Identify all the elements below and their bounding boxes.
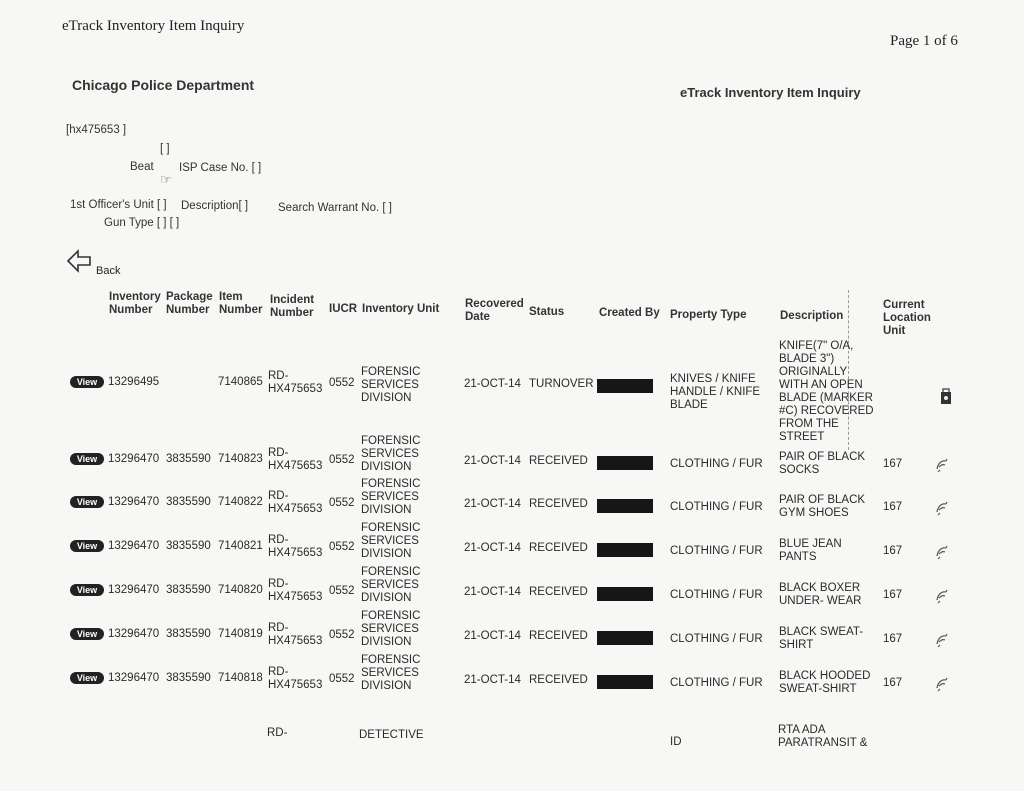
back-link[interactable]: Back bbox=[96, 265, 121, 277]
property-type: CLOTHING / FUR bbox=[670, 633, 763, 645]
app-title: eTrack Inventory Item Inquiry bbox=[680, 85, 861, 100]
view-button[interactable]: View bbox=[70, 496, 104, 508]
iucr-code: 0552 bbox=[329, 673, 355, 685]
partial-property: ID bbox=[670, 736, 682, 748]
gun-type-label: Gun Type [ ] [ ] bbox=[104, 217, 180, 229]
col-created-by: Created By bbox=[599, 307, 660, 319]
redacted-created-by bbox=[597, 587, 653, 601]
iucr-code: 0552 bbox=[329, 454, 355, 466]
recovered-date: 21-OCT-14 bbox=[464, 455, 521, 467]
recovered-date: 21-OCT-14 bbox=[464, 630, 521, 642]
status: RECEIVED bbox=[529, 630, 588, 642]
incident-number: RD- HX475653 bbox=[268, 490, 323, 515]
location-marker-icon[interactable] bbox=[934, 676, 950, 692]
document-title: eTrack Inventory Item Inquiry bbox=[62, 18, 245, 34]
redacted-created-by bbox=[597, 456, 653, 470]
recovered-date: 21-OCT-14 bbox=[464, 674, 521, 686]
current-location-unit: 167 bbox=[883, 501, 903, 513]
inventory-number: 13296470 bbox=[108, 628, 160, 640]
col-property-type: Property Type bbox=[670, 309, 747, 321]
beat-value: [ ] bbox=[160, 143, 170, 155]
item-number: 7140822 bbox=[218, 496, 263, 508]
redacted-created-by bbox=[597, 631, 653, 645]
item-number: 7140819 bbox=[218, 628, 263, 640]
back-arrow-icon[interactable] bbox=[66, 248, 94, 274]
current-location-unit: 167 bbox=[883, 677, 903, 689]
status: TURNOVER bbox=[529, 378, 594, 390]
package-number: 3835590 bbox=[166, 672, 211, 684]
view-button[interactable]: View bbox=[70, 628, 104, 640]
col-inventory-number: Inventory Number bbox=[109, 291, 161, 316]
incident-number: RD- HX475653 bbox=[268, 578, 323, 603]
location-marker-icon[interactable] bbox=[934, 544, 950, 560]
status: RECEIVED bbox=[529, 542, 588, 554]
incident-number: RD- HX475653 bbox=[268, 622, 323, 647]
location-marker-icon[interactable] bbox=[934, 457, 950, 473]
search-query: [hx475653 ] bbox=[66, 124, 127, 136]
col-iucr: IUCR bbox=[329, 303, 358, 315]
package-number: 3835590 bbox=[166, 496, 211, 508]
item-description: PAIR OF BLACK GYM SHOES bbox=[779, 494, 866, 519]
view-button[interactable]: View bbox=[70, 453, 104, 465]
view-button[interactable]: View bbox=[70, 672, 104, 684]
property-type: CLOTHING / FUR bbox=[670, 458, 763, 470]
item-number: 7140823 bbox=[218, 453, 263, 465]
inventory-unit: FORENSIC SERVICES DIVISION bbox=[361, 435, 421, 473]
inventory-number: 13296470 bbox=[108, 584, 160, 596]
location-marker-icon[interactable] bbox=[934, 588, 950, 604]
item-number: 7140820 bbox=[218, 584, 263, 596]
incident-number: RD- HX475653 bbox=[268, 370, 323, 395]
status: RECEIVED bbox=[529, 498, 588, 510]
evidence-bag-icon[interactable] bbox=[938, 388, 954, 404]
redacted-created-by bbox=[597, 379, 653, 393]
property-type: CLOTHING / FUR bbox=[670, 545, 763, 557]
iucr-code: 0552 bbox=[329, 629, 355, 641]
iucr-code: 0552 bbox=[329, 541, 355, 553]
description-label: Description[ ] bbox=[181, 200, 249, 212]
item-number: 7140865 bbox=[218, 376, 263, 388]
recovered-date: 21-OCT-14 bbox=[464, 542, 521, 554]
item-description: PAIR OF BLACK SOCKS bbox=[779, 451, 866, 476]
col-inventory-unit: Inventory Unit bbox=[362, 303, 440, 315]
iucr-code: 0552 bbox=[329, 585, 355, 597]
current-location-unit: 167 bbox=[883, 545, 903, 557]
location-marker-icon[interactable] bbox=[934, 500, 950, 516]
location-marker-icon[interactable] bbox=[934, 632, 950, 648]
incident-number: RD- HX475653 bbox=[268, 666, 323, 691]
redacted-created-by bbox=[597, 543, 653, 557]
partial-unit: DETECTIVE bbox=[359, 729, 424, 741]
incident-number: RD- HX475653 bbox=[268, 447, 323, 472]
current-location-unit: 167 bbox=[883, 458, 903, 470]
status: RECEIVED bbox=[529, 455, 588, 467]
iucr-code: 0552 bbox=[329, 497, 355, 509]
item-description: KNIFE(7" O/A, BLADE 3") ORIGINALLY WITH AN OPEN BLADE (MARKER #C) RECOVERED FROM THE STREET bbox=[779, 340, 874, 443]
isp-case-label: ISP Case No. [ ] bbox=[179, 162, 262, 174]
item-number: 7140818 bbox=[218, 672, 263, 684]
inventory-unit: FORENSIC SERVICES DIVISION bbox=[361, 566, 421, 604]
inventory-unit: FORENSIC SERVICES DIVISION bbox=[361, 610, 421, 648]
redacted-created-by bbox=[597, 499, 653, 513]
status: RECEIVED bbox=[529, 674, 588, 686]
status: RECEIVED bbox=[529, 586, 588, 598]
col-status: Status bbox=[529, 306, 565, 318]
partial-incident: RD- bbox=[267, 727, 288, 739]
property-type: CLOTHING / FUR bbox=[670, 589, 763, 601]
item-description: BLACK BOXER UNDER- WEAR bbox=[779, 582, 862, 607]
col-incident-number: Incident Number bbox=[270, 294, 315, 319]
incident-number: RD- HX475653 bbox=[268, 534, 323, 559]
item-description: BLACK HOODED SWEAT-SHIRT bbox=[779, 670, 871, 695]
item-description: BLACK SWEAT- SHIRT bbox=[779, 626, 864, 651]
recovered-date: 21-OCT-14 bbox=[464, 586, 521, 598]
inventory-number: 13296470 bbox=[108, 540, 160, 552]
inventory-unit: FORENSIC SERVICES DIVISION bbox=[361, 366, 421, 404]
view-button[interactable]: View bbox=[70, 540, 104, 552]
organization-name: Chicago Police Department bbox=[72, 77, 255, 93]
iucr-code: 0552 bbox=[329, 377, 355, 389]
package-number: 3835590 bbox=[166, 540, 211, 552]
redacted-created-by bbox=[597, 675, 653, 689]
inventory-unit: FORENSIC SERVICES DIVISION bbox=[361, 654, 421, 692]
col-current-location-unit: Current Location Unit bbox=[883, 299, 931, 337]
current-location-unit: 167 bbox=[883, 633, 903, 645]
package-number: 3835590 bbox=[166, 628, 211, 640]
inventory-number: 13296470 bbox=[108, 672, 160, 684]
view-button[interactable]: View bbox=[70, 584, 104, 596]
search-warrant-label: Search Warrant No. [ ] bbox=[278, 202, 392, 214]
view-button[interactable]: View bbox=[70, 376, 104, 388]
package-number: 3835590 bbox=[166, 584, 211, 596]
first-officer-unit-label: 1st Officer's Unit [ ] bbox=[70, 199, 167, 211]
inventory-number: 13296470 bbox=[108, 453, 160, 465]
package-number: 3835590 bbox=[166, 453, 211, 465]
property-type: CLOTHING / FUR bbox=[670, 501, 763, 513]
col-recovered-date: Recovered Date bbox=[465, 298, 524, 323]
inventory-unit: FORENSIC SERVICES DIVISION bbox=[361, 522, 421, 560]
cursor-icon: ☞ bbox=[160, 172, 172, 187]
page-indicator: Page 1 of 6 bbox=[890, 33, 958, 49]
property-type: CLOTHING / FUR bbox=[670, 677, 763, 689]
inventory-unit: FORENSIC SERVICES DIVISION bbox=[361, 478, 421, 516]
inventory-number: 13296470 bbox=[108, 496, 160, 508]
property-type: KNIVES / KNIFE HANDLE / KNIFE BLADE bbox=[670, 373, 761, 411]
beat-label: Beat bbox=[130, 161, 154, 173]
col-item-number: Item Number bbox=[219, 291, 263, 316]
recovered-date: 21-OCT-14 bbox=[464, 498, 521, 510]
col-package-number: Package Number bbox=[166, 291, 213, 316]
item-number: 7140821 bbox=[218, 540, 263, 552]
col-description: Description bbox=[780, 310, 844, 322]
inventory-number: 13296495 bbox=[108, 376, 160, 388]
item-description: BLUE JEAN PANTS bbox=[779, 538, 842, 563]
current-location-unit: 167 bbox=[883, 589, 903, 601]
partial-description: RTA ADA PARATRANSIT & bbox=[778, 724, 868, 749]
recovered-date: 21-OCT-14 bbox=[464, 378, 521, 390]
